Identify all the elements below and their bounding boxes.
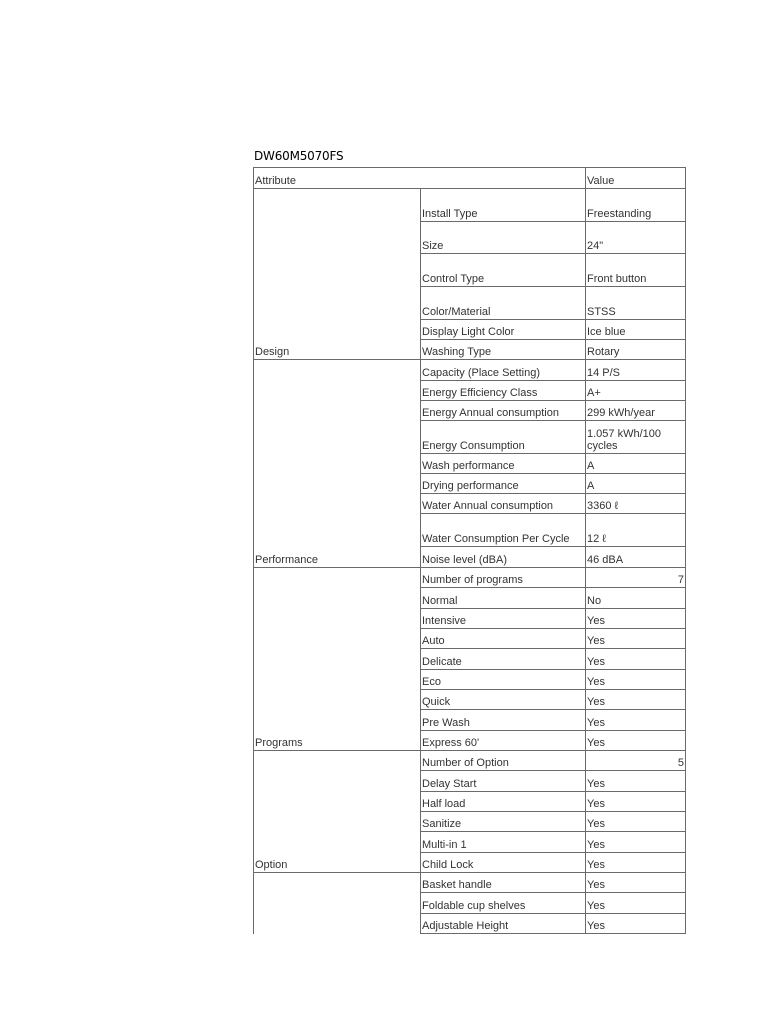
attr-cell: Control Type (421, 254, 586, 287)
value-cell: 3360 ℓ (586, 494, 686, 514)
table-row (254, 360, 686, 381)
attr-cell: Half load (421, 792, 586, 812)
value-cell: 7 (586, 568, 686, 588)
document-title: DW60M5070FS (254, 149, 344, 163)
spec-table (253, 167, 686, 934)
attr-cell: Capacity (Place Setting) (421, 360, 586, 381)
attr-cell: Number of programs (421, 568, 586, 588)
attr-cell: Pre Wash (421, 710, 586, 731)
attr-cell: Energy Annual consumption (421, 401, 586, 421)
attr-cell: Delicate (421, 649, 586, 670)
attr-cell: Eco (421, 670, 586, 690)
attr-cell: Number of Option (421, 751, 586, 771)
value-cell: Yes (586, 832, 686, 853)
value-cell: Yes (586, 792, 686, 812)
value-cell: Yes (586, 731, 686, 751)
value-cell: Rotary (586, 340, 686, 360)
value-cell: Yes (586, 710, 686, 731)
attr-cell: Noise level (dBA) (421, 547, 586, 568)
value-cell: Front button (586, 254, 686, 287)
attr-cell: Washing Type (421, 340, 586, 360)
value-cell: STSS (586, 287, 686, 320)
value-cell: Yes (586, 812, 686, 832)
value-cell: Yes (586, 873, 686, 893)
value-cell: Yes (586, 649, 686, 670)
table-row (254, 873, 686, 893)
value-cell: 14 P/S (586, 360, 686, 381)
value-cell: Ice blue (586, 320, 686, 340)
header-value: Value (586, 168, 686, 189)
attr-cell: Express 60' (421, 731, 586, 751)
attr-cell: Foldable cup shelves (421, 893, 586, 914)
attr-cell: Water Consumption Per Cycle (421, 514, 586, 547)
attr-cell: Delay Start (421, 771, 586, 792)
value-cell: 12 ℓ (586, 514, 686, 547)
value-cell: 5 (586, 751, 686, 771)
value-cell: Yes (586, 609, 686, 629)
value-cell: A (586, 474, 686, 494)
value-cell: A+ (586, 381, 686, 401)
attr-cell: Basket handle (421, 873, 586, 893)
attr-cell: Color/Material (421, 287, 586, 320)
value-cell: Yes (586, 629, 686, 649)
table-header-row (254, 168, 686, 189)
group-label-continued (254, 873, 421, 934)
attr-cell: Energy Consumption (421, 421, 586, 454)
value-cell: Yes (586, 771, 686, 792)
value-cell: 24" (586, 222, 686, 254)
header-attribute: Attribute (254, 168, 586, 189)
attr-cell: Drying performance (421, 474, 586, 494)
value-cell: Yes (586, 690, 686, 710)
attr-cell: Multi-in 1 (421, 832, 586, 853)
group-label-option: Option (254, 751, 421, 873)
attr-cell: Energy Efficiency Class (421, 381, 586, 401)
attr-cell: Sanitize (421, 812, 586, 832)
value-cell: Freestanding (586, 189, 686, 222)
value-cell: 1.057 kWh/100 cycles (586, 421, 686, 454)
group-label-programs: Programs (254, 568, 421, 751)
attr-cell: Intensive (421, 609, 586, 629)
value-cell: Yes (586, 914, 686, 934)
attr-cell: Auto (421, 629, 586, 649)
table-row (254, 189, 686, 222)
table-row (254, 751, 686, 771)
attr-cell: Size (421, 222, 586, 254)
attr-cell: Water Annual consumption (421, 494, 586, 514)
value-cell: 46 dBA (586, 547, 686, 568)
attr-cell: Quick (421, 690, 586, 710)
value-cell: Yes (586, 893, 686, 914)
group-label-performance: Performance (254, 360, 421, 568)
attr-cell: Child Lock (421, 853, 586, 873)
attr-cell: Adjustable Height (421, 914, 586, 934)
value-cell: 299 kWh/year (586, 401, 686, 421)
attr-cell: Normal (421, 588, 586, 609)
value-cell: A (586, 454, 686, 474)
attr-cell: Install Type (421, 189, 586, 222)
group-label-design: Design (254, 189, 421, 360)
attr-cell: Wash performance (421, 454, 586, 474)
attr-cell: Display Light Color (421, 320, 586, 340)
value-cell: No (586, 588, 686, 609)
value-cell: Yes (586, 853, 686, 873)
table-row (254, 568, 686, 588)
value-cell: Yes (586, 670, 686, 690)
